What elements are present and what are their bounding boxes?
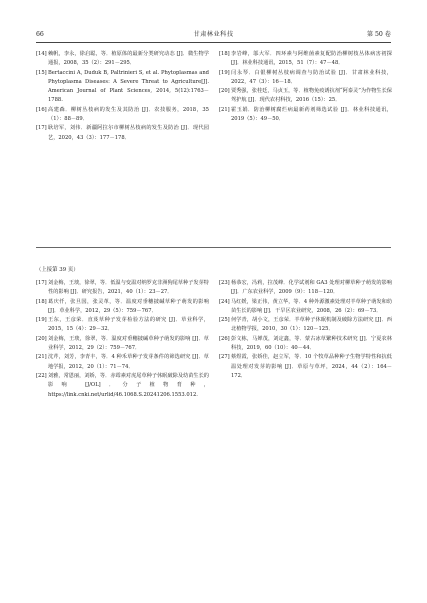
reference-text: 刘金梅，王琰，徐翠，等．低温与变温对纳罗克非洲狗尾草种子发芽特性的影响 [J]．研究报告，2021，40（1）：23－27． [48, 280, 209, 296]
volume-label: 第 50 卷 [366, 31, 391, 38]
reference-number: [25] [219, 317, 230, 324]
reference-text: 蔡煜霞，张娇佳，赵立军，等．10 个牧草品种种子生物学特性和抗低温处理对发芽的影响 [J]．草原与草坪，2024，44（2）：164－172． [231, 354, 392, 379]
reference-number: [27] [219, 354, 230, 361]
reference-entry [219, 50, 392, 69]
reference-number: [18] [36, 298, 47, 305]
reference-number: [23] [219, 280, 230, 286]
page-number: 66 [36, 31, 44, 38]
reference-text: 杨恭宏，冯莉，拉茂峰．化学试剂和 GA3 处理对柳草种子萌发的影响 [J]．广东农业科学，2009（9）：118－120． [231, 280, 392, 296]
reference-number: [24] [219, 298, 230, 305]
reference-entry [36, 316, 209, 335]
reference-text: 霍玉娟．防治柳树腐烂病最新药剂筛选试验 [J]．林业科技通讯，2019（5）：49－50． [231, 106, 392, 123]
references-upper-right [219, 50, 392, 124]
reference-entry [219, 87, 392, 106]
reference-number: [19] [219, 69, 230, 76]
reference-text: 耿培军，刘伟．新疆阿拉尔市柳树丛枝病的发生及防治 [J]．现代园艺，2020，43（3）：177－178． [48, 125, 209, 141]
reference-number: [19] [36, 317, 47, 324]
page-header [36, 29, 391, 41]
reference-number: [21] [219, 106, 230, 113]
header-rule [36, 42, 391, 43]
reference-entry [36, 106, 209, 125]
reference-text: Bertaccini A, Duduk B, Paltrinieri S, et al. Phytoplasmas and Phytoplasma Diseases: A Severe Threat to Agriculture[J]. American Journal of Plant Sciences, 2014, 5(12):1763－1788. [48, 69, 209, 104]
references-lower-left [36, 279, 209, 400]
reference-entry [36, 279, 209, 298]
reference-entry [219, 69, 392, 88]
reference-entry [36, 353, 209, 372]
reference-number: [17] [36, 125, 47, 132]
reference-entry [36, 335, 209, 354]
reference-text: 闫永琴．白银柳树丛枝病调查与防治试验 [J]．甘肃林业科技，2022，47（3）：16－18． [231, 69, 392, 85]
reference-number: [14] [36, 51, 47, 57]
reference-text: 沈芹，刘芳，李青丰，等．4 种禾草种子发芽条件的筛选研究 [J]．草地学报，2012，20（1）：71－74． [48, 354, 209, 370]
references-lower-right [219, 279, 392, 381]
reference-text: 李岩峰，邬大军．四环素与阿维菌素复配防治柳树枝丛体病害初探 [J]．林业科技通讯，2015，51（7）：47－48． [231, 51, 392, 67]
reference-number: [20] [219, 88, 230, 95]
reference-text: 贾秀强，张桂廷，马贞玉，等．植物免疫诱抗剂“阿泰灵”为作物生长保驾护航 [J]．现代农村科技，2016（15）：25． [231, 88, 392, 104]
reference-number: [20] [36, 335, 47, 342]
reference-text: 高建森．柳树丛枝病的发生及其防治 [J]．农技服务，2018，35（1）：88－89． [48, 106, 209, 123]
reference-entry [219, 316, 392, 335]
reference-text: 葛庆仟，张旦国，张灵革，等．温度对垂穗披碱草种子萌发的影响 [J]．草业科学，2012，29（5）：759－767． [48, 298, 209, 314]
reference-text: 马红媛，梁正伟，黄立华，等．4 种外源激素处理对羊草种子萌发和幼苗生长的影响 [J]．干旱区农业研究，2008，26（2）：69－73． [231, 298, 392, 314]
reference-number: [16] [36, 106, 47, 113]
reference-entry [219, 298, 392, 317]
reference-number: [26] [219, 335, 230, 342]
continuation-note: （上接第 39 页） [36, 267, 79, 273]
reference-text: 赖帆，李永，徐启聪，等．植原体的最新分类研究动态 [J]．微生物学通报，2008，35（2）：291－295． [48, 51, 209, 67]
reference-entry [219, 353, 392, 381]
reference-entry [36, 298, 209, 317]
reference-text: 何学青，胡小文，王彦荣．羊草种子休眠机制及破除方法研究 [J]．西北植物学报，2010，30（1）：120－125． [231, 317, 392, 333]
reference-number: [18] [219, 51, 230, 57]
reference-text: 刘雅，常恩丽，刘娇，等．赤霉素对虎尾草种子休眠破除及幼苗生长的影响 [J/OL]．分子植物育种，https://link.cnki.net/urlid/46.1068.S.20241206.1553.012. [48, 372, 209, 398]
reference-entry [219, 106, 392, 125]
reference-number: [17] [36, 280, 47, 286]
reference-entry [36, 124, 209, 143]
reference-text: 彭文栋，马婵茂，刘定鑫，等．蒙古冰草繁种技术研究 [J]．宁夏农林科技，2019，60（10）：40－44． [231, 335, 392, 352]
journal-title: 甘肃林业科技 [193, 31, 234, 38]
reference-entry [36, 372, 209, 400]
reference-entry [219, 335, 392, 354]
reference-entry [36, 69, 209, 106]
reference-number: [22] [36, 372, 47, 379]
reference-entry [219, 279, 392, 298]
reference-number: [21] [36, 354, 47, 361]
reference-entry [36, 50, 209, 69]
references-upper-left [36, 50, 209, 143]
reference-text: 王东，王彦荣．直芨草种子发芽检验方法的研究 [J]．草业科学，2015，15（4）：29－32． [48, 317, 209, 333]
reference-text: 刘金梅，王琰，徐翠，等．温度对垂穗披碱草种子萌发的影响 [J]．草业科学，2012，29（2）：759－767． [48, 335, 209, 352]
reference-number: [15] [36, 69, 47, 76]
section-divider [36, 247, 391, 248]
